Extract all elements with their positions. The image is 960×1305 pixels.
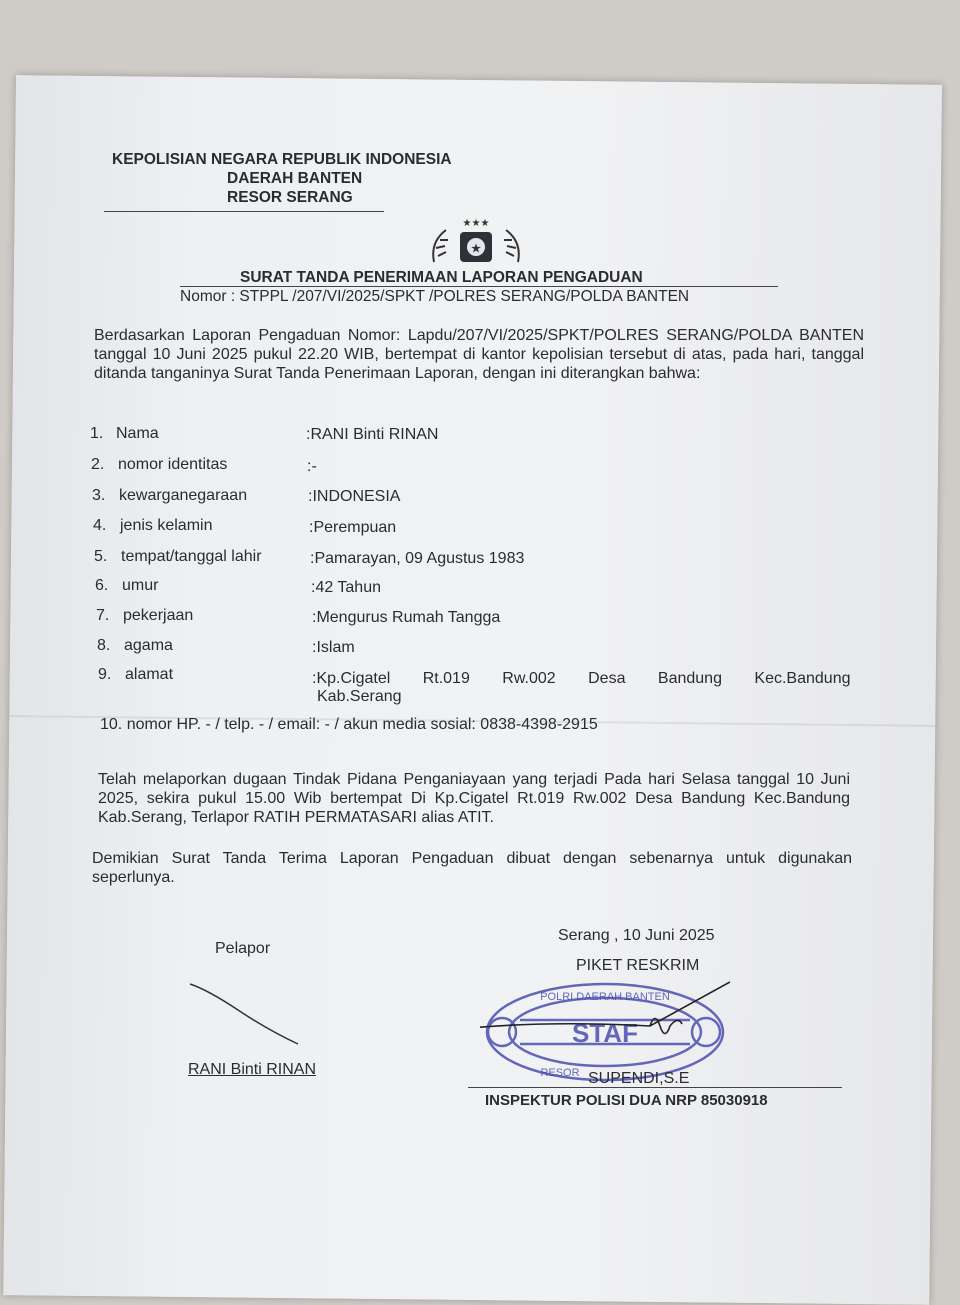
field-value-identitas: :- <box>307 458 317 475</box>
field-num: 4. <box>93 517 107 534</box>
pelapor-name: RANI Binti RINAN <box>188 1061 317 1078</box>
field-label-kewarganegaraan: kewarganegaraan <box>119 487 248 504</box>
stamp-bottom-text: RESOR <box>540 1067 580 1079</box>
field-value-alamat-line2: Kab.Serang <box>317 688 402 705</box>
officer-name: SUPENDI,S.E <box>588 1070 690 1087</box>
officer-signature-line <box>468 1087 842 1088</box>
field-value-agama: :Islam <box>312 639 355 656</box>
field-value-nama: :RANI Binti RINAN <box>306 426 439 443</box>
letterhead-line1: KEPOLISIAN NEGARA REPUBLIK INDONESIA <box>112 151 452 168</box>
field-contact: 10. nomor HP. - / telp. - / email: - / akun media sosial: 0838-4398-2915 <box>100 716 598 733</box>
field-label-ttl: tempat/tanggal lahir <box>121 548 262 565</box>
field-label-jenis-kelamin: jenis kelamin <box>120 517 213 534</box>
field-num: 3. <box>92 487 106 504</box>
officer-rank: INSPEKTUR POLISI DUA NRP 85030918 <box>485 1092 768 1109</box>
field-label-alamat: alamat <box>125 666 174 683</box>
pelapor-signature-icon <box>188 980 303 1050</box>
stamp-top-text: POLRI DAERAH BANTEN <box>540 991 670 1003</box>
field-value-pekerjaan: :Mengurus Rumah Tangga <box>312 609 501 626</box>
field-num: 9. <box>98 666 112 683</box>
svg-text:★: ★ <box>471 243 481 255</box>
field-label-umur: umur <box>122 577 159 594</box>
document-number: Nomor : STPPL /207/VI/2025/SPKT /POLRES SERANG/POLDA BANTEN <box>180 288 690 305</box>
field-value-alamat: :Kp.Cigatel Rt.019 Rw.002 Desa Bandung Kec.Bandung <box>312 670 851 687</box>
field-value-ttl: :Pamarayan, 09 Agustus 1983 <box>310 550 525 567</box>
field-label-identitas: nomor identitas <box>118 456 228 473</box>
document-title: SURAT TANDA PENERIMAAN LAPORAN PENGADUAN <box>240 269 643 286</box>
field-value-jenis-kelamin: :Perempuan <box>309 519 397 536</box>
field-label-nama: Nama <box>116 425 159 442</box>
field-value-kewarganegaraan: :INDONESIA <box>308 488 401 505</box>
intro-paragraph: Berdasarkan Laporan Pengaduan Nomor: Lapdu/207/VI/2025/SPKT/POLRES SERANG/POLDA BANTEN tanggal 10 Juni 2025 pukul 22.20 WIB, bertempat di kantor kepolisian tersebut di atas, pada hari, tanggal ditanda tanganinya Surat Tanda Penerimaan Laporan, dengan ini diterangkan bahwa: <box>94 327 864 382</box>
officer-role: PIKET RESKRIM <box>576 957 700 974</box>
letterhead-line2: DAERAH BANTEN <box>227 170 363 187</box>
field-label-agama: agama <box>124 637 173 654</box>
letterhead-line3: RESOR SERANG <box>227 189 353 206</box>
field-num: 2. <box>91 456 105 473</box>
field-num: 7. <box>96 607 110 624</box>
closing-paragraph: Demikian Surat Tanda Terima Laporan Pengaduan dibuat dengan sebenarnya untuk digunakan seperlunya. <box>92 850 852 886</box>
field-num: 8. <box>97 637 111 654</box>
report-paragraph: Telah melaporkan dugaan Tindak Pidana Penganiayaan yang terjadi Pada hari Selasa tanggal 10 Juni 2025, sekira pukul 15.00 Wib bertempat Di Kp.Cigatel Rt.019 Rw.002 Desa Bandung Kec.Bandung Kab.Serang, Terlapor RATIH PERMATASARI alias ATIT. <box>98 771 850 826</box>
title-underline <box>180 286 778 287</box>
svg-text:★★★: ★★★ <box>462 218 490 229</box>
field-label-pekerjaan: pekerjaan <box>123 607 194 624</box>
pelapor-label: Pelapor <box>215 940 271 957</box>
officer-place-date: Serang , 10 Juni 2025 <box>558 927 715 944</box>
field-num: 1. <box>90 425 104 442</box>
field-value-umur: :42 Tahun <box>311 579 381 596</box>
field-num: 6. <box>95 577 109 594</box>
police-emblem-icon <box>426 212 526 270</box>
letterhead-divider <box>104 211 384 212</box>
stamp-center-text: STAF <box>572 1018 638 1048</box>
field-num: 5. <box>94 548 108 565</box>
letterhead <box>112 150 452 207</box>
